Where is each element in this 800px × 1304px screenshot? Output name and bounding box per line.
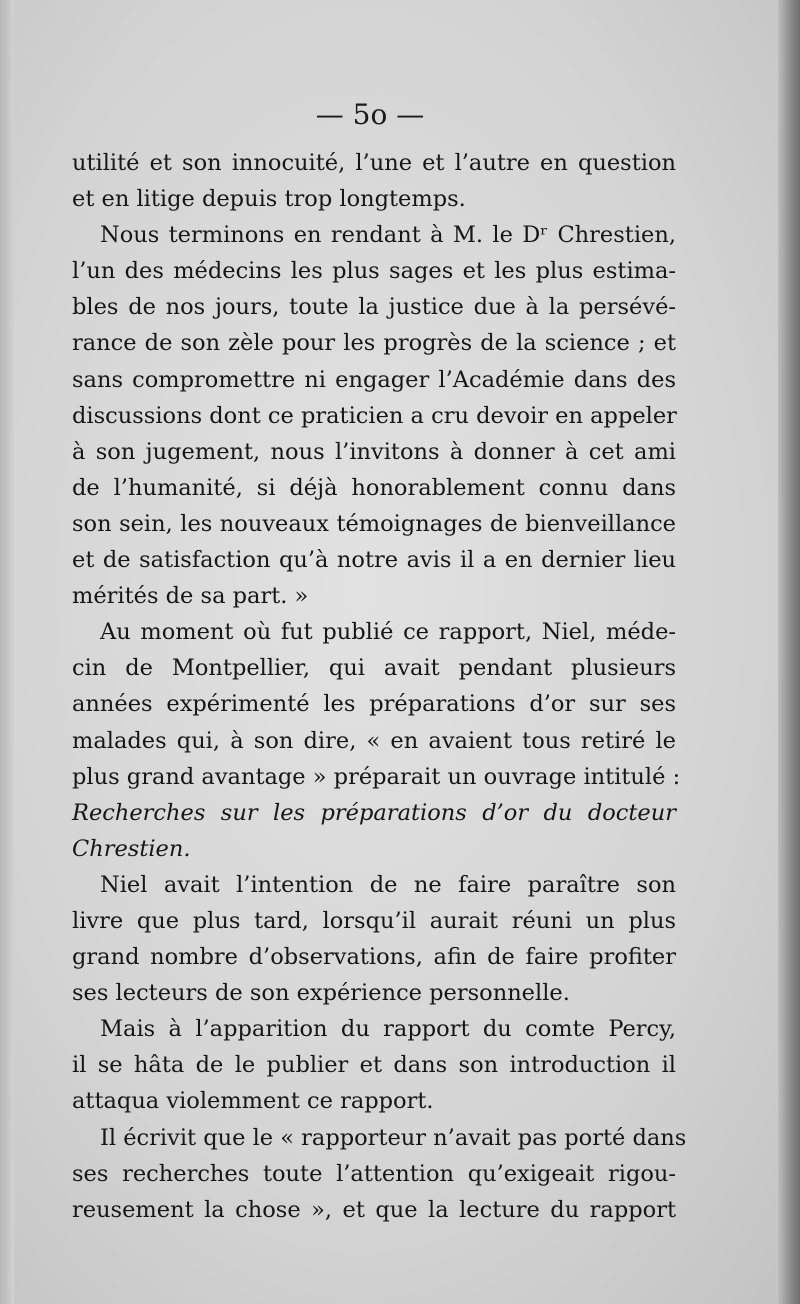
text-line: malades qui, à son dire, « en avaient tous retiré le [72, 727, 676, 754]
text-line: reusement la chose », et que la lecture du rapport [72, 1196, 676, 1223]
text-line: bles de nos jours, toute la justice due à la persévé- [72, 294, 676, 321]
text-line: à son jugement, nous l’invitons à donner à cet ami [72, 438, 676, 465]
page-left-edge [0, 0, 14, 1304]
text-line: sans compromettre ni engager l’Académie dans des [72, 366, 676, 393]
text-line: livre que plus tard, lorsqu’il aurait réuni un plus [72, 907, 676, 934]
text-line: utilité et son innocuité, l’une et l’autre en question [72, 150, 676, 176]
text-line: mérités de sa part. » [72, 583, 309, 610]
text-line: il se hâta de le publier et dans son introduction il [72, 1052, 676, 1079]
text-line: Niel avait l’intention de ne faire paraître son [100, 871, 676, 898]
text-line: ses lecteurs de son expérience personnelle. [72, 980, 570, 1007]
text-line: et en litige depuis trop longtemps. [72, 186, 466, 213]
text-line: attaqua violemment ce rapport. [72, 1088, 434, 1115]
page-number: — 5o — [315, 98, 425, 131]
text-line: son sein, les nouveaux témoignages de bienveillance [72, 510, 676, 537]
page-right-edge [778, 0, 800, 1304]
text-line: Au moment où fut publié ce rapport, Niel, méde- [100, 619, 676, 646]
text-line: plus grand avantage » préparait un ouvrage intitulé : [72, 763, 681, 790]
text-line: rance de son zèle pour les progrès de la science ; et [72, 330, 676, 357]
text-line: années expérimenté les préparations d’or sur ses [72, 691, 676, 718]
text-line: cin de Montpellier, qui avait pendant plusieurs [72, 655, 676, 682]
text-line: Il écrivit que le « rapporteur n’avait pas porté dans [100, 1124, 687, 1151]
text-line: grand nombre d’observations, afin de faire profiter [72, 944, 676, 971]
text-line: et de satisfaction qu’à notre avis il a en dernier lieu [72, 547, 676, 574]
text-line: de l’humanité, si déjà honorablement connu dans [72, 474, 676, 501]
body-text [72, 145, 687, 1228]
text-line: l’un des médecins les plus sages et les plus estima- [72, 258, 676, 285]
text-line: Mais à l’apparition du rapport du comte Percy, [100, 1016, 676, 1043]
text-line: Nous terminons en rendant à M. le Dʳ Chrestien, [100, 222, 676, 249]
text-line: Chrestien. [72, 835, 191, 862]
text-line: Recherches sur les préparations d’or du docteur [72, 799, 676, 826]
text-line: ses recherches toute l’attention qu’exigeait rigou- [72, 1160, 676, 1187]
text-line: discussions dont ce praticien a cru devoir en appeler [72, 402, 677, 429]
